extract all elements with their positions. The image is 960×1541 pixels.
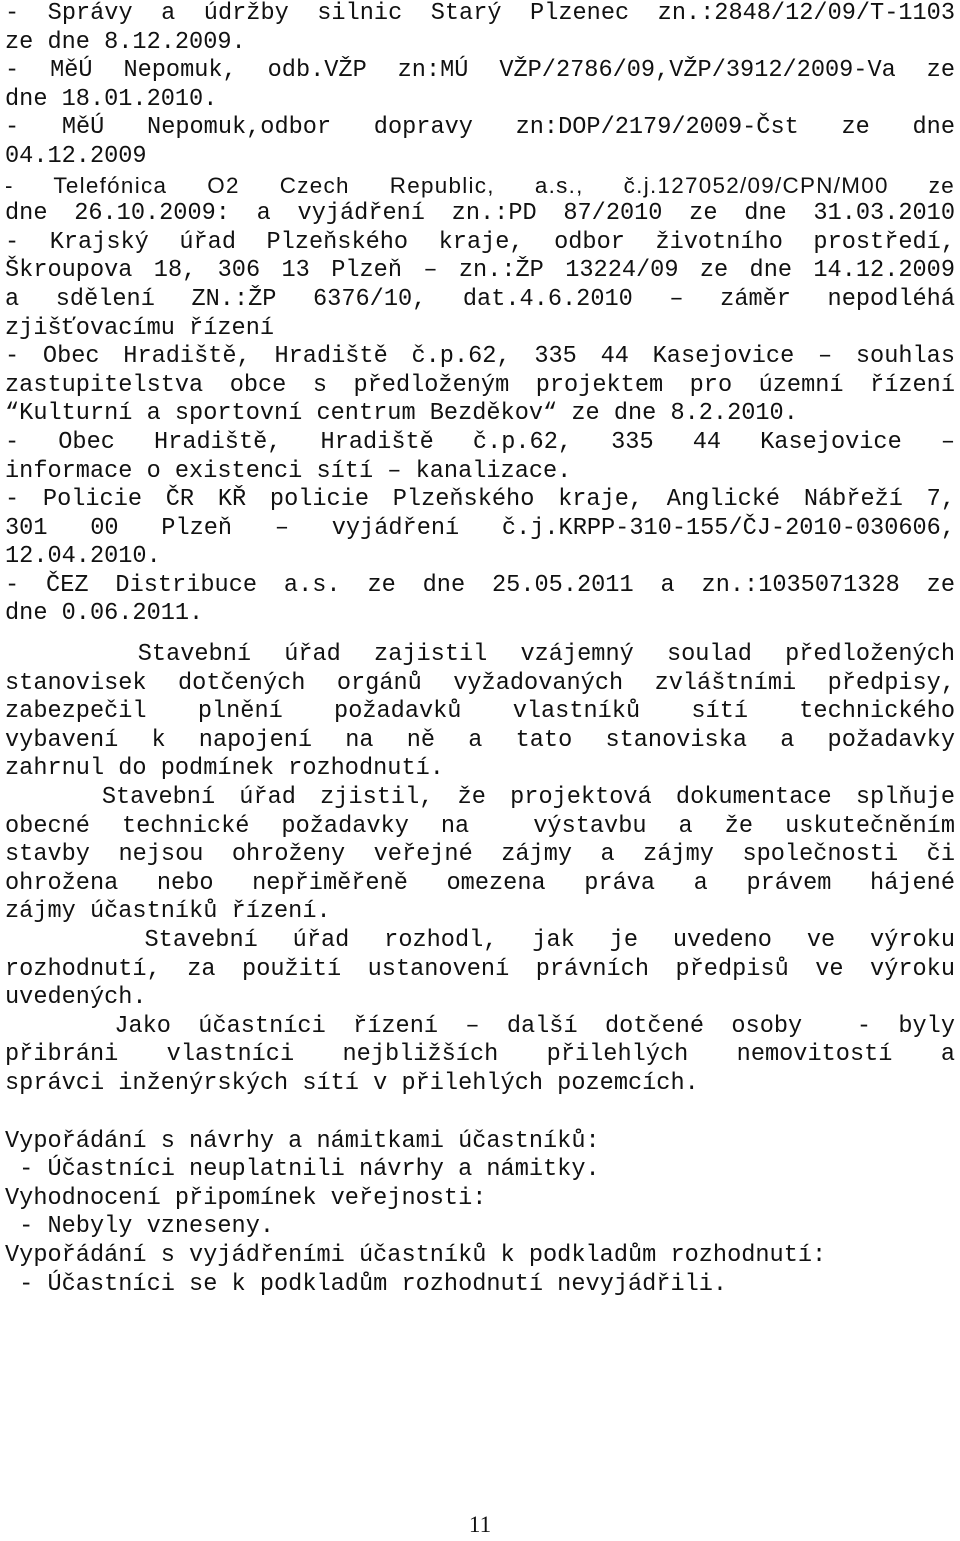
text-line: dne 18.01.2010. — [5, 85, 218, 113]
text-line: 12.04.2010. — [5, 543, 161, 571]
text-line: 04.12.2009 — [5, 142, 147, 170]
text-line: Stavební úřad zjistil, že projektová dokumentace splňuje — [5, 784, 955, 812]
paragraph-gap — [5, 1099, 955, 1128]
text-line: dne 0.06.2011. — [5, 600, 204, 628]
text-line: - Obec Hradiště, Hradiště č.p.62, 335 44 Kasejovice – souhlas — [5, 343, 955, 371]
text-line: stavby nejsou ohroženy veřejné zájmy a zájmy společnosti či — [5, 841, 955, 869]
text-line: Vyhodnocení připomínek veřejnosti: — [5, 1184, 487, 1212]
paragraph-gap — [5, 629, 955, 641]
text-line: - MěÚ Nepomuk, odb.VŽP zn:MÚ VŽP/2786/09,VŽP/3912/2009-Va ze — [5, 57, 955, 85]
text-line: a sdělení ZN.:ŽP 6376/10, dat.4.6.2010 – záměr nepodléhá — [5, 285, 955, 313]
text-line: Vypořádání s vyjádřeními účastníků k podkladům rozhodnutí: — [5, 1241, 827, 1269]
text-line: stanovisek dotčených orgánů vyžadovaných zvláštními předpisy, — [5, 669, 955, 697]
text-line: uvedených. — [5, 984, 147, 1012]
text-line: Škroupova 18, 306 13 Plzeň – zn.:ŽP 13224/09 ze dne 14.12.2009 — [5, 257, 955, 285]
text-line: Jako účastníci řízení – další dotčené osoby - byly — [5, 1012, 955, 1040]
text-line: zastupitelstva obce s předloženým projektem pro územní řízení — [5, 371, 955, 399]
text-line: - ČEZ Distribuce a.s. ze dne 25.05.2011 a zn.:1035071328 ze — [5, 571, 955, 599]
text-line: dne 26.10.2009: a vyjádření zn.:PD 87/2010 ze dne 31.03.2010 — [5, 200, 955, 228]
text-line: vybavení k napojení na ně a tato stanoviska a požadavky — [5, 726, 955, 754]
text-line: - Nebyly vzneseny. — [5, 1213, 275, 1241]
text-line: ze dne 8.12.2009. — [5, 28, 246, 56]
text-line: - Správy a údržby silnic Starý Plzenec zn.:2848/12/09/T-1103 — [5, 0, 955, 27]
document-page — [5, 0, 955, 1299]
text-line: zájmy účastníků řízení. — [5, 898, 331, 926]
text-line: informace o existenci sítí – kanalizace. — [5, 457, 572, 485]
text-line: “Kulturní a sportovní centrum Bezděkov“ ze dne 8.2.2010. — [5, 400, 798, 428]
text-line: - Krajský úřad Plzeňského kraje, odbor životního prostředí, — [5, 228, 955, 256]
text-line: - Účastníci se k podkladům rozhodnutí nevyjádřili. — [5, 1270, 728, 1298]
text-line: - Telefónica O2 Czech Republic, a.s., č.j.127052/09/CPN/M00 ze — [5, 172, 955, 198]
text-line: rozhodnutí, za použití ustanovení právních předpisů ve výroku — [5, 955, 955, 983]
text-line: zahrnul do podmínek rozhodnutí. — [5, 755, 444, 783]
text-line: obecné technické požadavky na výstavbu a že uskutečněním — [5, 812, 955, 840]
text-line: Stavební úřad rozhodl, jak je uvedeno ve výroku — [5, 927, 955, 954]
text-line: zabezpečil plnění požadavků vlastníků sítí technického — [5, 698, 955, 726]
text-line: Vypořádání s návrhy a námitkami účastníků: — [5, 1127, 600, 1155]
text-line: správci inženýrských sítí v přilehlých pozemcích. — [5, 1069, 699, 1097]
text-line: Stavební úřad zajistil vzájemný soulad předložených — [5, 641, 955, 669]
text-line: 301 00 Plzeň – vyjádření č.j.KRPP-310-155/ČJ-2010-030606, — [5, 514, 955, 542]
text-line: - Obec Hradiště, Hradiště č.p.62, 335 44 Kasejovice – — [5, 428, 955, 456]
text-line: zjišťovacímu řízení — [5, 314, 275, 342]
text-line: přibráni vlastníci nejbližších přilehlých nemovitostí a — [5, 1041, 955, 1069]
text-line: - Účastníci neuplatnili návrhy a námitky. — [5, 1156, 600, 1184]
page-number: 11 — [468, 1512, 492, 1537]
text-line: ohrožena nebo nepřiměřeně omezena práva a právem hájené — [5, 869, 955, 897]
text-line: - Policie ČR KŘ policie Plzeňského kraje, Anglické Nábřeží 7, — [5, 486, 955, 514]
text-line: - MěÚ Nepomuk,odbor dopravy zn:DOP/2179/2009-Čst ze dne — [5, 114, 955, 142]
